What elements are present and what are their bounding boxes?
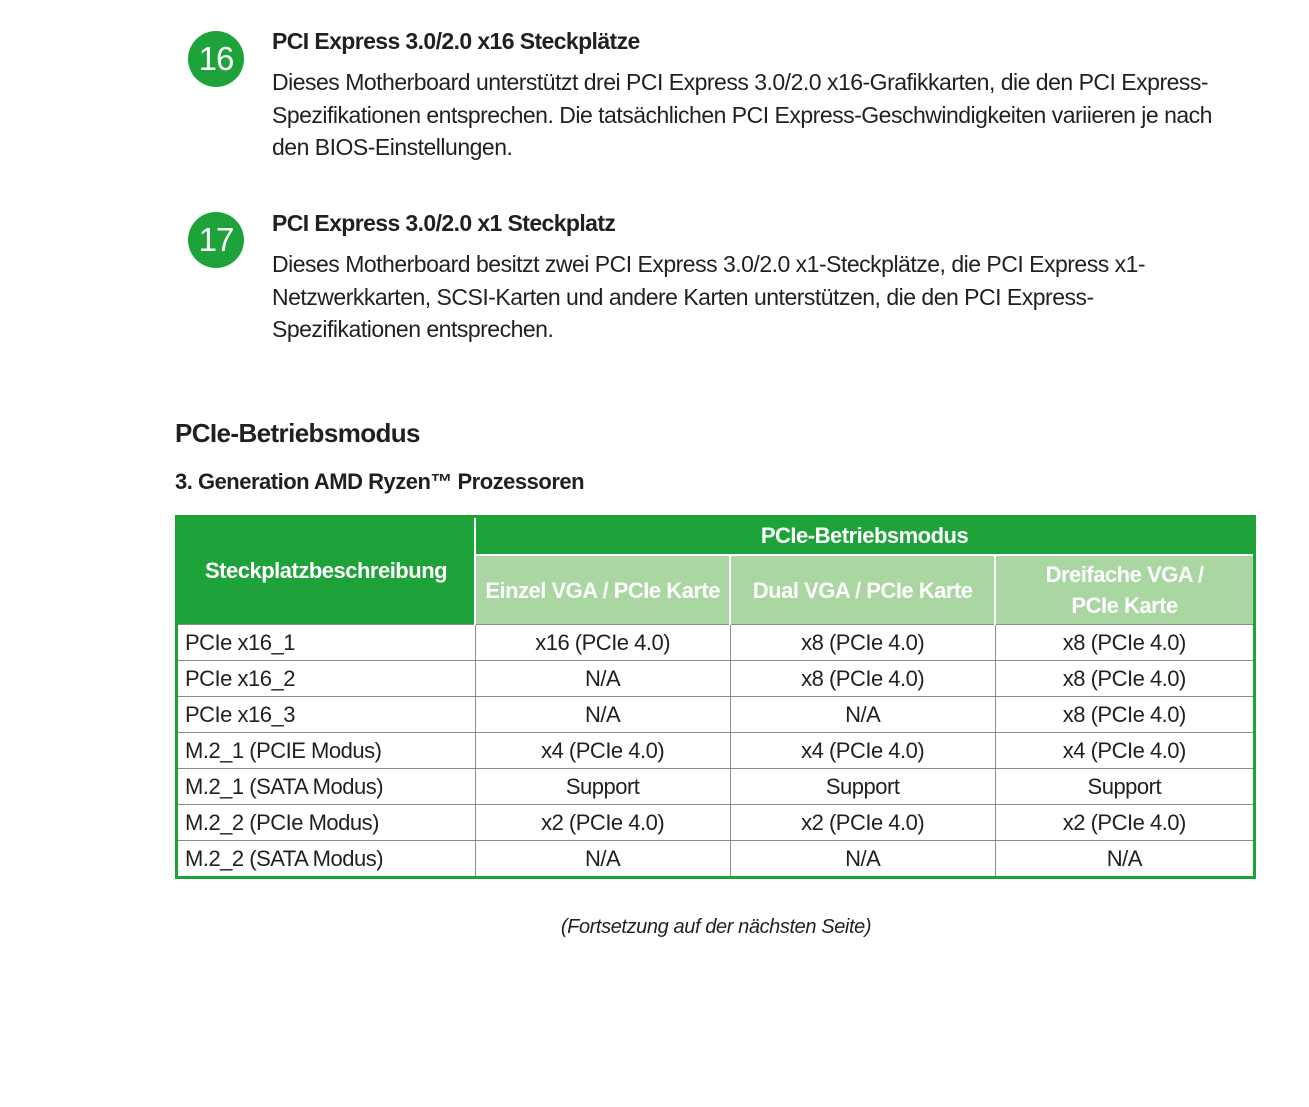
triple-mode-cell: x8 (PCIe 4.0) — [995, 697, 1254, 733]
triple-mode-cell: x8 (PCIe 4.0) — [995, 625, 1254, 661]
single-mode-cell: N/A — [475, 697, 730, 733]
triple-mode-cell: N/A — [995, 841, 1254, 878]
table-row — [177, 805, 1255, 841]
single-mode-cell: x16 (PCIe 4.0) — [475, 625, 730, 661]
slot-description-header: Steckplatzbeschreibung — [177, 517, 476, 625]
slot-cell: M.2_2 (PCIe Modus) — [177, 805, 476, 841]
item-description: Dieses Motherboard unterstützt drei PCI Express 3.0/2.0 x16-Grafikkarten, die den PCI Express-Spezifikationen entsprechen. Die tatsächlichen PCI Express-Geschwindigkeiten variieren je nach den BIOS-Einstellungen. — [272, 69, 1212, 160]
operating-mode-header: PCIe-Betriebsmodus — [475, 517, 1254, 556]
item-description: Dieses Motherboard besitzt zwei PCI Express 3.0/2.0 x1-Steckplätze, die PCI Express x1-Netzwerkkarten, SCSI-Karten und andere Karten unterstützen, die den PCI Express-Spezifikationen entsprechen. — [272, 251, 1146, 342]
triple-mode-cell: Support — [995, 769, 1254, 805]
slot-cell: M.2_1 (SATA Modus) — [177, 769, 476, 805]
table-row — [177, 697, 1255, 733]
item-number-badge: 17 — [188, 212, 244, 268]
item-title: PCI Express 3.0/2.0 x1 Steckplatz — [272, 210, 616, 236]
triple-mode-cell: x8 (PCIe 4.0) — [995, 661, 1254, 697]
single-mode-cell: Support — [475, 769, 730, 805]
slot-cell: M.2_2 (SATA Modus) — [177, 841, 476, 878]
slot-cell: PCIe x16_3 — [177, 697, 476, 733]
pcie-mode-table — [175, 515, 1256, 879]
triple-mode-cell: x4 (PCIe 4.0) — [995, 733, 1254, 769]
triple-vga-header-text: Dreifache VGA / PCIe Karte — [1045, 562, 1204, 618]
dual-mode-cell: x4 (PCIe 4.0) — [730, 733, 995, 769]
table-row — [177, 769, 1255, 805]
item-title: PCI Express 3.0/2.0 x16 Steckplätze — [272, 28, 640, 54]
single-mode-cell: N/A — [475, 841, 730, 878]
dual-mode-cell: N/A — [730, 841, 995, 878]
table-row — [177, 661, 1255, 697]
single-mode-cell: x2 (PCIe 4.0) — [475, 805, 730, 841]
dual-mode-cell: Support — [730, 769, 995, 805]
dual-mode-cell: x8 (PCIe 4.0) — [730, 625, 995, 661]
dual-vga-header: Dual VGA / PCIe Karte — [730, 555, 995, 625]
section-title: PCIe-Betriebsmodus — [175, 418, 420, 448]
dual-mode-cell: x8 (PCIe 4.0) — [730, 661, 995, 697]
section-subtitle: 3. Generation AMD Ryzen™ Prozessoren — [175, 469, 585, 494]
single-mode-cell: x4 (PCIe 4.0) — [475, 733, 730, 769]
slot-cell: PCIe x16_2 — [177, 661, 476, 697]
continuation-note: (Fortsetzung auf der nächsten Seite) — [560, 916, 872, 938]
item-number-badge: 16 — [188, 31, 244, 87]
table-row — [177, 841, 1255, 878]
single-mode-cell: N/A — [475, 661, 730, 697]
table-row — [177, 733, 1255, 769]
dual-mode-cell: x2 (PCIe 4.0) — [730, 805, 995, 841]
slot-cell: M.2_1 (PCIE Modus) — [177, 733, 476, 769]
single-vga-header: Einzel VGA / PCIe Karte — [475, 555, 730, 625]
table-row — [177, 625, 1255, 661]
dual-mode-cell: N/A — [730, 697, 995, 733]
slot-cell: PCIe x16_1 — [177, 625, 476, 661]
triple-vga-header — [995, 555, 1254, 625]
triple-mode-cell: x2 (PCIe 4.0) — [995, 805, 1254, 841]
